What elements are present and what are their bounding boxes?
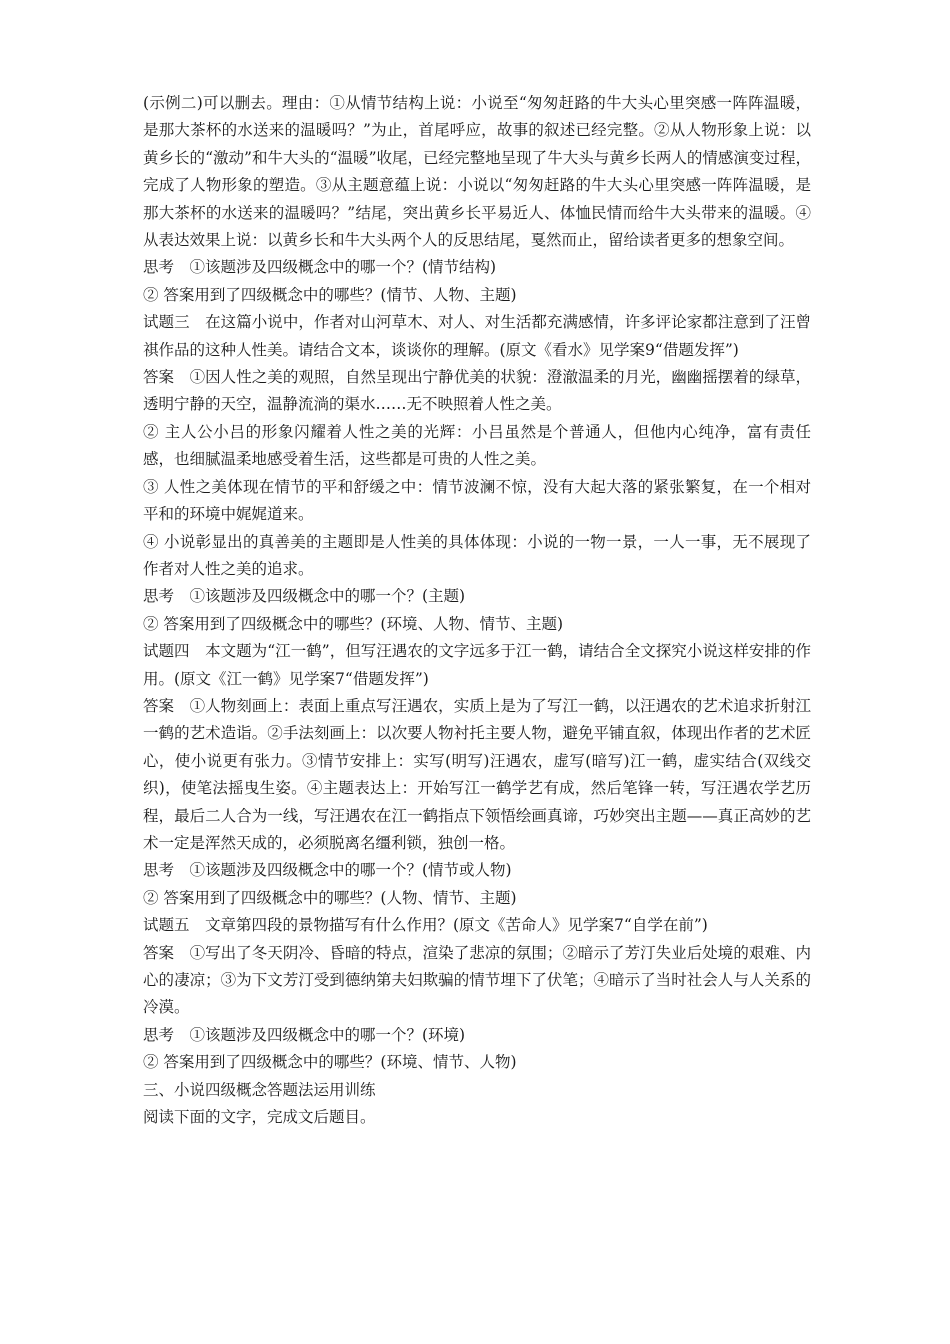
paragraph-answer-three-4: ④ 小说彰显出的真善美的主题即是人性美的具体体现：小说的一物一景，一人一事，无不展现了作者对人性之美的追求。 [143,532,811,578]
section-heading-three: 三、小说四级概念答题法运用训练 [143,1080,376,1099]
paragraph-think-q2: ② 答案用到了四级概念中的哪些？(情节、人物、主题) [143,285,517,304]
paragraph-answer-three-2: ② 主人公小吕的形象闪耀着人性之美的光辉：小吕虽然是个普通人，但他内心纯净，富有责任感，也细腻温柔地感受着生活，这些都是可贵的人性之美。 [143,422,811,469]
document-body [143,90,811,1131]
paragraph-example-two-answer: (示例二)可以删去。理由：①从情节结构上说：小说至“匆匆赶路的牛大头心里突感一阵阵温暖，是那大茶杯的水送来的温暖吗？”为止，首尾呼应，故事的叙述已经完整。②从人物形象上说：以黄乡长的“激动”和牛大头的“温暖”收尾，已经完整地呈现了牛大头与黄乡长两人的情感演变过程，完成了人物形象的塑造。③从主题意蕴上说：小说以“匆匆赶路的牛大头心里突感一阵阵温暖，是那大茶杯的水送来的温暖吗？”结尾，突出黄乡长平易近人、体恤民情而给牛大头带来的温暖。④从表达效果上说：以黄乡长和牛大头两个人的反思结尾，戛然而止，留给读者更多的想象空间。 [143,94,811,250]
paragraph-think-five-q2: ② 答案用到了四级概念中的哪些？(环境、情节、人物) [143,1053,517,1072]
paragraph-think-four-q1: 思考 ①该题涉及四级概念中的哪一个？(情节或人物) [143,861,512,880]
paragraph-question-five: 试题五 文章第四段的景物描写有什么作用？(原文《苦命人》见学案7“自学在前”) [143,916,708,935]
paragraph-think-four-q2: ② 答案用到了四级概念中的哪些？(人物、情节、主题) [143,888,517,907]
paragraph-reading-instruction: 阅读下面的文字，完成文后题目。 [143,1108,376,1127]
paragraph-question-four: 试题四 本文题为“江一鹤”，但写汪遇农的文字远多于江一鹤，请结合全文探究小说这样安排的作用。(原文《江一鹤》见学案7“借题发挥”) [143,642,811,688]
paragraph-think-five-q1: 思考 ①该题涉及四级概念中的哪一个？(环境) [143,1025,466,1044]
paragraph-answer-four: 答案 ①人物刻画上：表面上重点写汪遇农，实质上是为了写江一鹤，以汪遇农的艺术追求折射江一鹤的艺术造诣。②手法刻画上：以次要人物衬托主要人物，避免平铺直叙，体现出作者的艺术匠心，使小说更有张力。③情节安排上：实写(明写)汪遇农，虚写(暗写)江一鹤，虚实结合(双线交织)，使笔法摇曳生姿。④主题表达上：开始写江一鹤学艺有成，然后笔锋一转，写汪遇农学艺历程，最后二人合为一线，写汪遇农在江一鹤指点下领悟绘画真谛，巧妙突出主题——真正高妙的艺术一定是浑然天成的，必须脱离名缰利锁，独创一格。 [143,696,811,852]
paragraph-think-three-q2: ② 答案用到了四级概念中的哪些？(环境、人物、情节、主题) [143,614,564,633]
paragraph-answer-five: 答案 ①写出了冬天阴冷、昏暗的特点，渲染了悲凉的氛围；②暗示了芳汀失业后处境的艰难、内心的凄凉；③为下文芳汀受到德纳第夫妇欺骗的情节埋下了伏笔；④暗示了当时社会人与人关系的冷漠。 [143,943,811,1017]
paragraph-think-q1: 思考 ①该题涉及四级概念中的哪一个？(情节结构) [143,258,497,277]
paragraph-think-three-q1: 思考 ①该题涉及四级概念中的哪一个？(主题) [143,587,466,606]
paragraph-answer-three-1: 答案 ①因人性之美的观照，自然呈现出宁静优美的状貌：澄澈温柔的月光，幽幽摇摆着的绿草，透明宁静的天空，温静流淌的渠水……无不映照着人性之美。 [143,368,811,414]
paragraph-answer-three-3: ③ 人性之美体现在情节的平和舒缓之中：情节波澜不惊，没有大起大落的紧张繁复，在一个相对平和的环境中娓娓道来。 [143,477,811,524]
paragraph-question-three: 试题三 在这篇小说中，作者对山河草木、对人、对生活都充满感情，许多评论家都注意到了汪曾祺作品的这种人性美。请结合文本，谈谈你的理解。(原文《看水》见学案9“借题发挥”) [143,313,811,359]
